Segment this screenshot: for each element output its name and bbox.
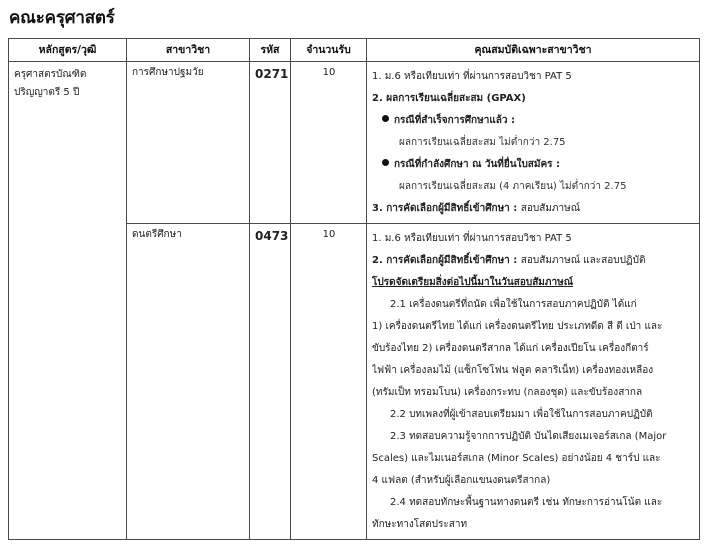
qualifications-cell xyxy=(367,224,700,540)
qualification-item: 1. ม.6 หรือเทียบเท่า ที่ผ่านการสอบวิชา PAT 5 xyxy=(372,71,572,82)
seats-cell: 10 xyxy=(291,224,367,540)
selection-detail: สอบสัมภาษณ์ และสอบปฏิบัติ xyxy=(520,255,646,266)
qualification-item xyxy=(372,250,695,272)
bullet-item xyxy=(372,154,695,176)
header-qualifications: คุณสมบัติเฉพาะสาขาวิชา xyxy=(367,39,700,62)
table-header-row xyxy=(9,39,700,62)
code-cell: 0271 xyxy=(250,62,291,224)
qualification-item: 2. ผลการเรียนเฉลี่ยสะสม (GPAX) xyxy=(372,93,526,104)
header-code: รหัส xyxy=(250,39,291,62)
bullet-heading: กรณีที่สำเร็จการศึกษาแล้ว : xyxy=(394,115,515,126)
item-line: ขับร้องไทย 2) เครื่องดนตรีสากล ได้แก่ เครื่องเปียโน เครื่องกีตาร์ xyxy=(372,343,649,354)
major-cell: ดนตรีศึกษา xyxy=(127,224,250,540)
item-2-4 xyxy=(372,492,695,536)
item-2-3 xyxy=(372,426,695,492)
qualifications-cell xyxy=(367,62,700,224)
seats-cell: 10 xyxy=(291,62,367,224)
bullet-item xyxy=(372,110,695,132)
qualification-item: 1. ม.6 หรือเทียบเท่า ที่ผ่านการสอบวิชา PAT 5 xyxy=(372,233,572,244)
item-line: (ทรัมเป็ท ทรอมโบน) เครื่องกระทบ (กลองชุด) และขับร้องสากล xyxy=(372,387,643,398)
item-line: 4 แฟลต (สำหรับผู้เลือกแขนงดนตรีสากล) xyxy=(372,475,551,486)
item-line: ไฟฟ้า เครื่องลมไม้ (แซ็กโซโฟน ฟลูต คลาริเน็ท) เครื่องทองเหลือง xyxy=(372,365,654,376)
bullet-icon xyxy=(382,115,389,122)
item-line: 2.1 เครื่องดนตรีที่ถนัด เพื่อใช้ในการสอบภาคปฏิบัติ ได้แก่ xyxy=(390,299,637,310)
item-line: 1) เครื่องดนตรีไทย ได้แก่ เครื่องดนตรีไทย ประเภทดีด สี ตี เป่า และ xyxy=(372,321,663,332)
item-line: ทักษะทางโสตประสาท xyxy=(372,519,468,530)
table-row xyxy=(9,62,700,224)
code-cell: 0473 xyxy=(250,224,291,540)
item-2-1 xyxy=(372,294,695,404)
selection-heading: 2. การคัดเลือกผู้มีสิทธิ์เข้าศึกษา : xyxy=(372,255,518,266)
header-major: สาขาวิชา xyxy=(127,39,250,62)
item-2-2: 2.2 บทเพลงที่ผู้เข้าสอบเตรียมมา เพื่อใช้ในการสอบภาคปฏิบัติ xyxy=(390,409,653,420)
item-line: 2.4 ทดสอบทักษะพื้นฐานทางดนตรี เช่น ทักษะการอ่านโน้ต และ xyxy=(390,497,663,508)
bullet-detail: ผลการเรียนเฉลี่ยสะสม ไม่ต่ำกว่า 2.75 xyxy=(399,137,566,148)
notice-heading: โปรดจัดเตรียมสิ่งต่อไปนี้มาในวันสอบสัมภาษณ์ xyxy=(372,277,573,288)
bullet-icon xyxy=(382,159,389,166)
admission-requirements-table xyxy=(8,38,700,540)
program-cell: ครุศาสตรบัณฑิต ปริญญาตรี 5 ปี xyxy=(9,62,127,540)
page-title: คณะครุศาสตร์ xyxy=(9,8,115,28)
bullet-detail: ผลการเรียนเฉลี่ยสะสม (4 ภาคเรียน) ไม่ต่ำกว่า 2.75 xyxy=(399,181,627,192)
header-program: หลักสูตร/วุฒิ xyxy=(9,39,127,62)
selection-heading: 3. การคัดเลือกผู้มีสิทธิ์เข้าศึกษา : xyxy=(372,203,518,214)
item-line: 2.3 ทดสอบความรู้จากการปฏิบัติ บันไดเสียงเมเจอร์สเกล (Major xyxy=(390,431,667,442)
bullet-heading: กรณีที่กำลังศึกษา ณ วันที่ยื่นใบสมัคร : xyxy=(394,159,561,170)
selection-detail: สอบสัมภาษณ์ xyxy=(520,203,580,214)
header-seats: จำนวนรับ xyxy=(291,39,367,62)
item-line: Scales) และไมเนอร์สเกล (Minor Scales) อย่างน้อย 4 ชาร์ป และ xyxy=(372,453,661,464)
qualification-item xyxy=(372,198,695,220)
major-cell: การศึกษาปฐมวัย xyxy=(127,62,250,224)
